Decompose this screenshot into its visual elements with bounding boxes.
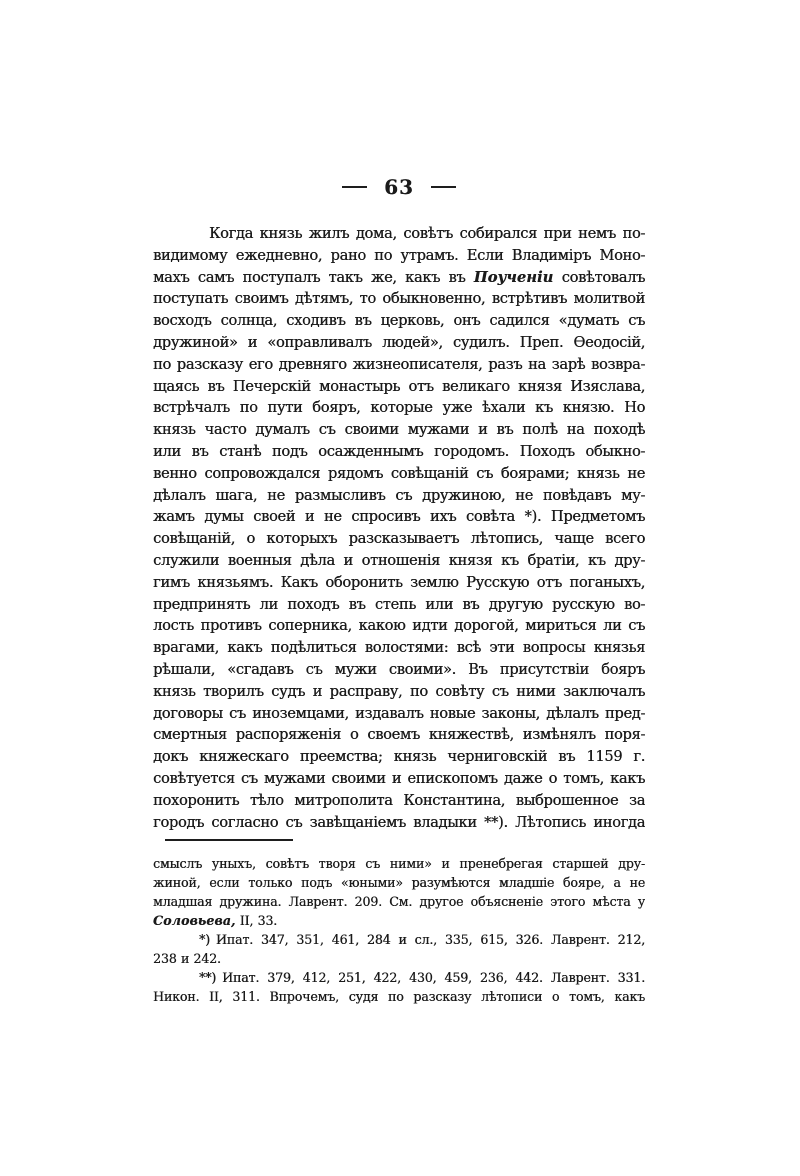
footnotes xyxy=(153,854,645,1006)
body-line: жамъ думы своей и не спросивъ ихъ совѣта *). Предметомъ xyxy=(153,508,645,526)
footnote-line: смыслъ уныхъ, совѣтъ творя съ ними» и пренебрегая старшей дру- xyxy=(153,856,645,872)
body-line: предпринять ли походъ въ степь или въ другую русскую во- xyxy=(153,595,645,613)
body-line-segment: совѣтовалъ xyxy=(553,268,645,286)
footnote-line-segment: Ипат. 347, 351, 461, 284 и сл., 335, 615, 326. Лаврент. 212, xyxy=(215,932,645,948)
text-block xyxy=(153,177,645,1006)
footnote-line xyxy=(153,930,645,949)
body-line: докъ княжескаго преемства; князь черниговскій въ 1159 г. xyxy=(153,748,645,766)
body-line: совѣщаній, о которыхъ разсказываетъ лѣтопись, чаще всего xyxy=(153,530,645,548)
body-line: городъ согласно съ завѣщаніемъ владыки **). Лѣтопись иногда xyxy=(153,813,645,831)
cited-author: Соловьева, xyxy=(153,913,236,929)
body-line: князь творилъ судъ и расправу, по совѣту съ ними заключалъ xyxy=(153,682,645,700)
footnote-separator xyxy=(165,839,293,841)
body-line: рѣшали, «сгадавъ съ мужи своими». Въ присутствіи бояръ xyxy=(153,660,645,678)
footnote-line-segment: II, 33. xyxy=(235,913,278,929)
emphasized-word: Поученіи xyxy=(473,268,554,286)
footnote-line: младшая дружина. Лаврент. 209. См. другое объясненіе этого мѣста у xyxy=(153,894,645,910)
footnote-line: Никон. II, 311. Впрочемъ, судя по разсказу лѣтописи о томъ, какъ xyxy=(153,989,645,1005)
body-line: щаясь въ Печерскій монастырь отъ великаго князя Изяслава, xyxy=(153,377,645,395)
footnote-line xyxy=(153,968,645,987)
body-line: или въ станѣ подъ осажденнымъ городомъ. Походъ обыкно- xyxy=(153,442,645,460)
body-line: гимъ князьямъ. Какъ оборонить землю Русскую отъ поганыхъ, xyxy=(153,573,645,591)
header-dash-right xyxy=(431,186,456,188)
footnote-line-segment: Ипат. 379, 412, 251, 422, 430, 459, 236, 442. Лаврент. 331. xyxy=(222,970,645,986)
body-line: договоры съ иноземцами, издавалъ новые законы, дѣлалъ пред- xyxy=(153,704,645,722)
body-line: видимому ежедневно, рано по утрамъ. Если Владиміръ Моно- xyxy=(153,246,645,264)
page-number: 63 xyxy=(384,175,414,199)
body-line: лость противъ соперника, какою идти дорогой, мириться ли съ xyxy=(153,617,645,635)
body-line: поступать своимъ дѣтямъ, то обыкновенно, встрѣтивъ молитвой xyxy=(153,290,645,308)
body-line: венно сопровождался рядомъ совѣщаній съ боярами; князь не xyxy=(153,464,645,482)
body-line: восходъ солнца, сходивъ въ церковь, онъ садился «думать съ xyxy=(153,312,645,330)
body-line xyxy=(153,267,645,289)
body-line: дружиной» и «оправливалъ людей», судилъ. Преп. Ѳеодосій, xyxy=(153,333,645,351)
footnote-marker: **) xyxy=(199,970,217,986)
footnote-line: 238 и 242. xyxy=(153,951,221,967)
body-line: похоронить тѣло митрополита Константина, выброшенное за xyxy=(153,791,645,809)
body-line: служили военныя дѣла и отношенія князя къ братіи, къ дру- xyxy=(153,551,645,569)
body-line: встрѣчалъ по пути бояръ, которые уже ѣхали къ князю. Но xyxy=(153,399,645,417)
body-line: дѣлалъ шага, не размысливъ съ дружиною, не повѣдавъ му- xyxy=(153,486,645,504)
page-header xyxy=(153,177,645,197)
footnote-line: жиной, если только подъ «юными» разумѣются младшіе бояре, а не xyxy=(153,875,645,891)
body-line: врагами, какъ подѣлиться волостями: всѣ эти вопросы князья xyxy=(153,639,645,657)
body-line: Когда князь жилъ дома, совѣтъ собирался при немъ по- xyxy=(209,225,645,242)
main-text xyxy=(153,223,645,833)
body-line: по разсказу его древняго жизнеописателя, разъ на зарѣ возвра- xyxy=(153,355,645,373)
body-line-segment: махъ самъ поступалъ такъ же, какъ въ xyxy=(153,268,474,286)
footnote-line xyxy=(153,911,645,930)
footnote-marker: *) xyxy=(199,932,210,948)
header-dash-left xyxy=(342,186,367,188)
body-line: смертныя распоряженія о своемъ княжествѣ, измѣнялъ поря- xyxy=(153,726,645,744)
body-line: совѣтуется съ мужами своими и епископомъ даже о томъ, какъ xyxy=(153,769,645,787)
body-line: князь часто думалъ съ своими мужами и въ полѣ на походѣ xyxy=(153,421,645,439)
